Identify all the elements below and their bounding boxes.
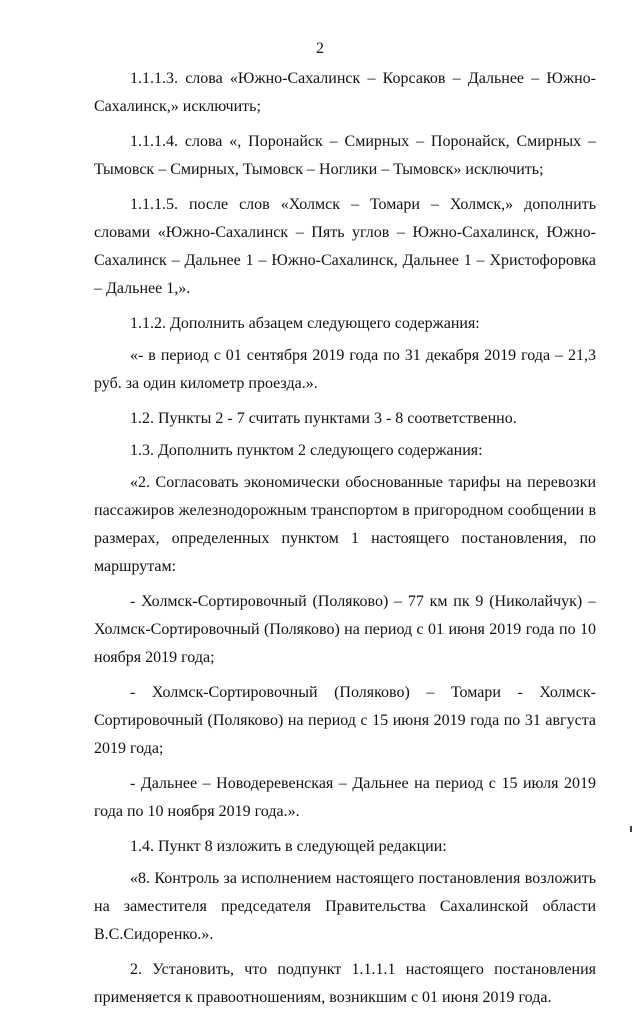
paragraph-point-2: «2. Согласовать экономически обоснованные тарифы на перевозки пассажиров железнодорожным транспортом в пригородном сообщении в размерах, определенных пунктом 1 настоящего постановления, по маршрутам: <box>94 474 596 575</box>
paragraph-point-8: «8. Контроль за исполнением настоящего постановления возложить на заместителя председателя Правительства Сахалинской области В.С.Сидоренко.». <box>94 870 596 943</box>
paragraph-1-3: 1.3. Дополнить пунктом 2 следующего содержания: <box>130 442 483 459</box>
paragraph-1-1-1-5: 1.1.1.5. после слов «Холмск – Томари – Холмск,» дополнить словами «Южно-Сахалинск – Пять углов – Южно-Сахалинск, Южно-Сахалинск – Дальнее 1 – Южно-Сахалинск, Дальнее 1 – Христофоровка – Дальнее 1,». <box>94 196 596 297</box>
page-number: 2 <box>316 40 324 57</box>
scan-mark <box>630 826 632 832</box>
paragraph-1-1-1-3: 1.1.1.3. слова «Южно-Сахалинск – Корсаков – Дальнее – Южно-Сахалинск,» исключить; <box>94 70 596 115</box>
paragraph-1-4: 1.4. Пункт 8 изложить в следующей редакции: <box>130 838 447 855</box>
paragraph-1-1-2: 1.1.2. Дополнить абзацем следующего содержания: <box>130 315 480 332</box>
paragraph-route-2: - Холмск-Сортировочный (Поляково) – Томари - Холмск-Сортировочный (Поляково) на период с 15 июня 2019 года по 31 августа 2019 года; <box>94 684 596 757</box>
document-body <box>94 65 596 1019</box>
paragraph-route-1: - Холмск-Сортировочный (Поляково) – 77 км пк 9 (Николайчук) – Холмск-Сортировочный (Поляково) на период с 01 июня 2019 года по 10 ноября 2019 года; <box>94 593 596 666</box>
paragraph-1-2: 1.2. Пункты 2 - 7 считать пунктами 3 - 8 соответственно. <box>130 410 517 427</box>
paragraph-2: 2. Установить, что подпункт 1.1.1.1 настоящего постановления применяется к правоотношениям, возникшим с 01 июня 2019 года. <box>94 961 596 1006</box>
paragraph-1-1-1-4: 1.1.1.4. слова «, Поронайск – Смирных – Поронайск, Смирных – Тымовск – Смирных, Тымовск – Ноглики – Тымовск» исключить; <box>94 133 596 178</box>
paragraph-new-tariff: «- в период с 01 сентября 2019 года по 31 декабря 2019 года – 21,3 руб. за один километр проезда.». <box>94 347 596 392</box>
paragraph-route-3: - Дальнее – Новодеревенская – Дальнее на период с 15 июля 2019 года по 10 ноября 2019 года.». <box>94 775 596 820</box>
